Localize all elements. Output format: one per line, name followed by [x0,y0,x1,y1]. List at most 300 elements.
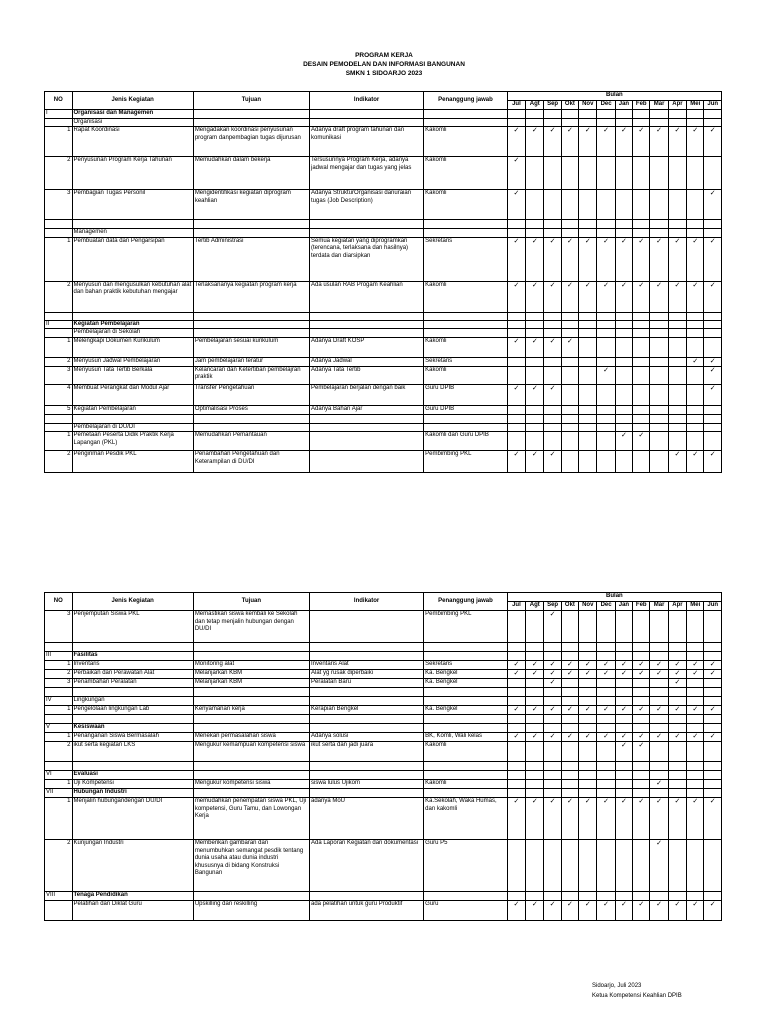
month-cell [561,798,578,840]
table-row [45,901,722,921]
cell-jenis: Kesiswaan [72,724,193,733]
month-cell [633,901,650,921]
month-cell [544,337,561,357]
table-row [45,715,722,724]
cell-jenis: Menyusun Jadwal Pembelajaran [72,357,193,366]
table-row [45,405,722,414]
check-icon: ✓ [709,127,716,134]
check-icon: ✓ [674,733,681,740]
month-cell [597,762,615,771]
check-icon: ✓ [549,384,556,392]
month-header: Jan [615,101,632,110]
month-cell [526,780,544,789]
month-header: Nov [579,602,597,611]
check-icon: ✓ [584,127,591,134]
cell-pj [424,652,508,661]
month-cell [544,789,561,798]
month-cell [704,724,722,733]
cell-tujuan [193,652,309,661]
month-cell [668,384,686,405]
check-icon: ✓ [513,670,520,677]
month-cell [561,706,578,715]
month-cell [597,405,615,414]
month-cell [615,789,632,798]
month-header: Dec [597,101,615,110]
month-cell [544,742,561,762]
check-icon: ✓ [603,127,610,134]
month-cell [579,780,597,789]
month-cell [507,357,525,366]
month-cell [561,405,578,414]
cell-no: 3 [45,190,73,220]
check-icon: ✓ [566,670,573,677]
cell-pj: BK, Komli, Wali kelas [424,733,508,742]
month-cell [615,405,632,414]
month-cell [615,384,632,405]
month-cell [633,892,650,901]
month-cell [650,229,668,238]
cell-tujuan [193,229,309,238]
month-cell [579,312,597,320]
month-cell [597,220,615,229]
check-icon: ✓ [603,733,610,740]
month-cell [561,432,578,451]
cell-tujuan [193,118,309,127]
month-cell [561,742,578,762]
check-icon: ✓ [531,706,538,713]
month-cell [687,611,704,643]
cell-pj: Guru [424,901,508,921]
cell-pj: Guru DPIB [424,384,508,405]
month-cell [615,432,632,451]
cell-no: VIII [45,892,73,901]
month-cell [597,892,615,901]
month-cell [668,697,686,706]
month-cell [579,220,597,229]
cell-pj: Kakomli [424,780,508,789]
cell-indikator: ikut serta dan jadi juara [310,742,424,762]
month-cell [633,432,650,451]
month-cell [668,706,686,715]
month-cell [526,281,544,312]
month-cell [633,733,650,742]
doc-school: SMKN 1 SIDOARJO 2023 [345,70,423,77]
cell-pj: Sekretaris [424,661,508,670]
cell-no [45,715,73,724]
month-cell [579,229,597,238]
cell-jenis: Kunjungan Industri [72,840,193,892]
month-cell [561,384,578,405]
month-header: Feb [633,101,650,110]
month-cell [704,405,722,414]
check-icon: ✓ [549,798,556,805]
month-cell [579,384,597,405]
month-cell [704,414,722,423]
col-header-jenis: Jenis Kegiatan [72,593,193,611]
cell-indikator: Kerapian Bengkel [310,706,424,715]
month-cell [615,611,632,643]
month-cell [650,901,668,921]
month-cell [668,840,686,892]
col-header-indikator: Indikator [310,593,424,611]
month-cell [650,220,668,229]
month-cell [687,118,704,127]
month-cell [579,414,597,423]
cell-indikator [310,118,424,127]
month-cell [507,110,525,119]
check-icon: ✓ [531,384,538,392]
month-cell [579,697,597,706]
table-row [45,190,722,220]
month-cell [668,405,686,414]
month-cell [615,118,632,127]
month-cell [579,357,597,366]
cell-jenis [72,762,193,771]
month-cell [526,414,544,423]
cell-indikator [310,688,424,697]
cell-pj: Kakomli [424,157,508,190]
month-header: Sep [544,101,561,110]
check-icon: ✓ [692,670,699,677]
month-cell [597,715,615,724]
check-icon: ✓ [584,798,591,805]
check-icon: ✓ [620,281,627,289]
month-cell [615,733,632,742]
cell-indikator: Semua kegiatan yang diprogramkan (terencana, terlaksana dan hasilnya) terdata dan diarsipkan [310,237,424,281]
table-row [45,157,722,190]
table-row [45,432,722,451]
check-icon: ✓ [513,337,520,345]
month-cell [526,611,544,643]
check-icon: ✓ [531,451,538,458]
check-icon: ✓ [513,281,520,289]
month-cell [526,892,544,901]
check-icon: ✓ [638,733,645,740]
month-cell [615,742,632,762]
cell-pj [424,771,508,780]
month-cell [704,670,722,679]
month-cell [633,110,650,119]
month-cell [650,384,668,405]
cell-jenis: Melengkapi Dokumen Kurikulum [72,337,193,357]
month-cell [561,771,578,780]
month-cell [668,337,686,357]
cell-indikator: ada pelatihan untuk guru Produktif [310,901,424,921]
month-cell [687,451,704,473]
month-cell [633,697,650,706]
check-icon: ✓ [709,357,716,365]
check-icon: ✓ [674,237,681,245]
check-icon: ✓ [531,127,538,134]
cell-tujuan: Penambahan Pengetahuan dan Keterampilan di DU/DI [193,451,309,473]
cell-pj: Pembimbing PKL [424,451,508,473]
cell-jenis: Pembelajaran di Sekolah [72,329,193,338]
month-cell [704,706,722,715]
month-cell [615,366,632,384]
check-icon: ✓ [620,661,627,668]
month-cell [633,643,650,652]
col-header-jenis: Jenis Kegiatan [72,92,193,110]
cell-indikator: Adanya draft program tahunan dan komunikasi [310,127,424,157]
cell-indikator [310,220,424,229]
month-cell [615,670,632,679]
month-cell [544,237,561,281]
cell-indikator [310,451,424,473]
month-cell [650,611,668,643]
cell-pj [424,762,508,771]
month-cell [579,337,597,357]
check-icon: ✓ [674,798,681,805]
col-header-bulan: Bulan [507,92,721,101]
cell-no: IV [45,697,73,706]
check-icon: ✓ [513,733,520,740]
month-cell [615,688,632,697]
month-cell [597,451,615,473]
month-cell [507,329,525,338]
month-cell [704,679,722,688]
check-icon: ✓ [692,451,699,458]
month-cell [544,432,561,451]
month-cell [668,118,686,127]
month-cell [687,789,704,798]
month-header: Mar [650,101,668,110]
month-cell [650,451,668,473]
month-cell [650,697,668,706]
month-cell [633,451,650,473]
cell-tujuan [193,724,309,733]
month-cell [526,697,544,706]
month-cell [633,357,650,366]
month-cell [633,220,650,229]
month-cell [668,312,686,320]
month-cell [544,661,561,670]
table-row [45,414,722,423]
cell-pj: Kakomli [424,281,508,312]
cell-no: 1 [45,706,73,715]
month-cell [579,706,597,715]
month-cell [507,724,525,733]
check-icon: ✓ [620,733,627,740]
check-icon: ✓ [549,611,556,618]
month-cell [579,661,597,670]
month-cell [687,762,704,771]
check-icon: ✓ [603,661,610,668]
month-cell [544,798,561,840]
month-cell [668,688,686,697]
month-cell [650,190,668,220]
cell-tujuan [193,320,309,329]
month-cell [704,118,722,127]
month-cell [633,611,650,643]
month-cell [668,357,686,366]
table-row [45,423,722,432]
month-cell [579,190,597,220]
month-header: Sep [544,602,561,611]
cell-pj [424,688,508,697]
check-icon: ✓ [656,798,663,805]
month-cell [544,643,561,652]
month-cell [526,652,544,661]
table-row [45,320,722,329]
month-cell [561,733,578,742]
check-icon: ✓ [656,733,663,740]
cell-pj [424,697,508,706]
table-row [45,688,722,697]
month-cell [561,901,578,921]
cell-no: 1 [45,733,73,742]
check-icon: ✓ [709,733,716,740]
cell-no [45,118,73,127]
month-cell [704,798,722,840]
cell-tujuan: Terlaksananya kegiatan program kerja [193,281,309,312]
month-cell [633,190,650,220]
check-icon: ✓ [638,432,645,439]
month-cell [668,780,686,789]
month-cell [579,110,597,119]
table-row [45,229,722,238]
month-cell [704,892,722,901]
month-cell [507,789,525,798]
month-cell [615,157,632,190]
cell-indikator [310,229,424,238]
month-cell [668,715,686,724]
cell-no [45,762,73,771]
program-table-2 [44,592,722,921]
check-icon: ✓ [531,798,538,805]
month-cell [579,451,597,473]
month-cell [507,366,525,384]
month-cell [507,742,525,762]
cell-pj [424,423,508,432]
cell-tujuan: Mengukur kemampuan kompetensi siswa [193,742,309,762]
month-cell [687,670,704,679]
cell-tujuan [193,312,309,320]
month-cell [650,337,668,357]
month-cell [615,679,632,688]
month-cell [668,229,686,238]
month-cell [668,789,686,798]
check-icon: ✓ [709,451,716,458]
cell-jenis: ikut serta kegiatan LKS [72,742,193,762]
month-cell [544,771,561,780]
signature-place-date: Sidoarjo, Juli 2023 [592,983,642,989]
cell-indikator: Alat yg rusak diperbaiki [310,670,424,679]
check-icon: ✓ [620,432,627,439]
cell-tujuan: Optimalisasi Proses [193,405,309,414]
month-cell [507,312,525,320]
month-cell [561,110,578,119]
month-cell [633,237,650,281]
month-cell [507,423,525,432]
table-row [45,237,722,281]
cell-jenis: Menyusun dan mengusulkan kebutuhan alat dan bahan praktik kebutuhan mengajar [72,281,193,312]
month-cell [544,724,561,733]
cell-no: III [45,652,73,661]
cell-jenis: Pengiriman Pesdik PKL [72,451,193,473]
check-icon: ✓ [638,798,645,805]
month-header: Apr [668,602,686,611]
col-header-tujuan: Tujuan [193,92,309,110]
col-header-pj: Penanggung jawab [424,92,508,110]
month-cell [668,661,686,670]
check-icon: ✓ [620,670,627,677]
month-cell [507,237,525,281]
month-header: Apr [668,101,686,110]
cell-tujuan [193,771,309,780]
month-cell [597,414,615,423]
month-cell [668,366,686,384]
cell-no: 5 [45,405,73,414]
col-header-no: NO [45,92,73,110]
month-cell [544,329,561,338]
cell-indikator: siswa lulus Ujikom [310,780,424,789]
check-icon: ✓ [674,127,681,134]
cell-no [45,643,73,652]
cell-tujuan: Menekan permasalahan siswa [193,733,309,742]
month-cell [579,724,597,733]
month-cell [704,697,722,706]
cell-pj [424,643,508,652]
table-row [45,780,722,789]
check-icon: ✓ [638,281,645,289]
month-cell [507,157,525,190]
month-cell [650,643,668,652]
month-cell [597,229,615,238]
check-icon: ✓ [603,798,610,805]
cell-pj [424,892,508,901]
month-cell [615,337,632,357]
cell-tujuan [193,414,309,423]
col-header-no: NO [45,593,73,611]
month-cell [633,405,650,414]
table-row [45,798,722,840]
cell-jenis: Tenaga Pendidikan [72,892,193,901]
check-icon: ✓ [638,670,645,677]
cell-no: 3 [45,679,73,688]
month-cell [561,892,578,901]
month-cell [633,652,650,661]
month-cell [579,432,597,451]
month-header: Jul [507,101,525,110]
month-cell [633,423,650,432]
month-cell [597,320,615,329]
month-cell [526,643,544,652]
month-cell [704,229,722,238]
cell-no [45,229,73,238]
month-cell [561,414,578,423]
month-cell [687,329,704,338]
check-icon: ✓ [566,733,573,740]
cell-jenis: Pembuatan data dan Pengarsipan [72,237,193,281]
cell-tujuan: Memudahkan Pemantauan [193,432,309,451]
month-cell [650,679,668,688]
check-icon: ✓ [656,670,663,677]
month-cell [704,901,722,921]
check-icon: ✓ [566,237,573,245]
check-icon: ✓ [656,780,663,787]
cell-no: 3 [45,366,73,384]
month-cell [597,688,615,697]
cell-jenis: Managemen [72,229,193,238]
check-icon: ✓ [513,190,520,197]
table-row [45,724,722,733]
check-icon: ✓ [709,706,716,713]
month-cell [650,724,668,733]
table-row [45,127,722,157]
col-header-indikator: Indikator [310,92,424,110]
month-cell [650,432,668,451]
cell-jenis: Pelatihan dan Diklat Guru [72,901,193,921]
